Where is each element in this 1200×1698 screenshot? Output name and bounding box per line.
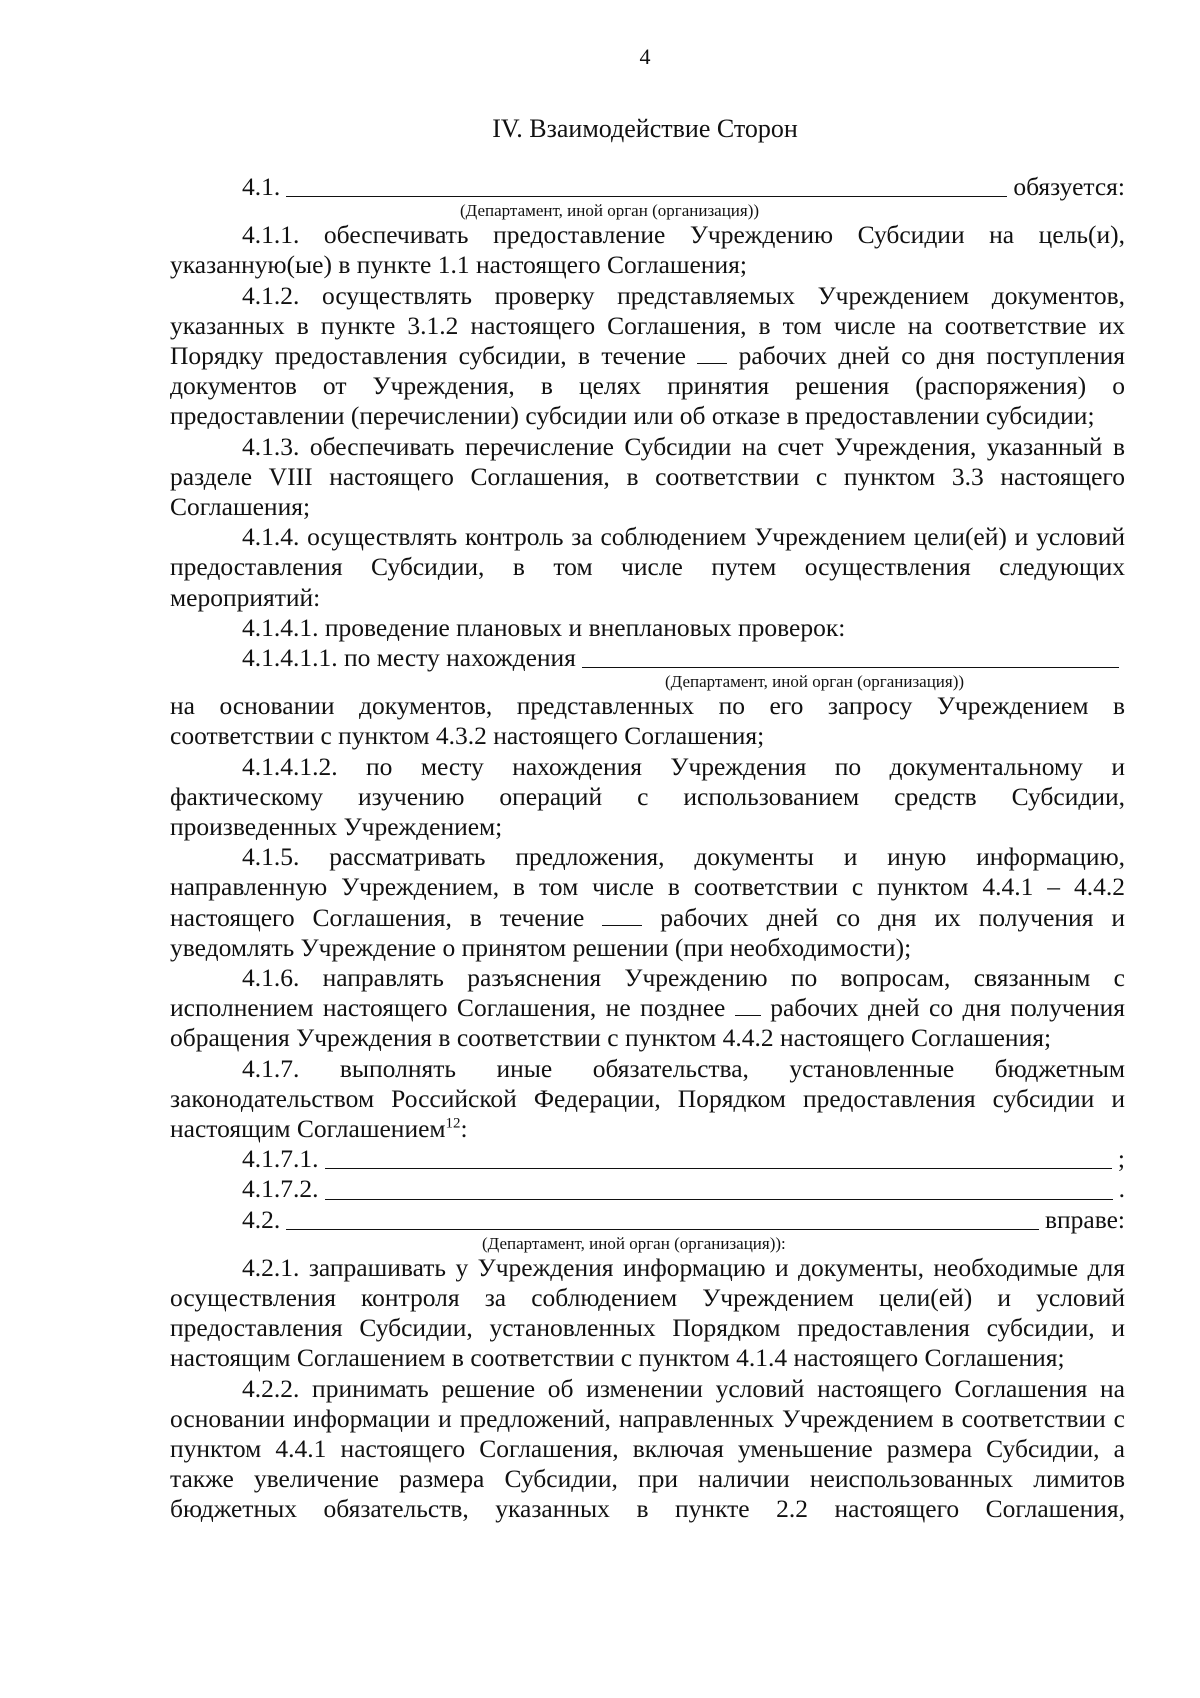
clause-4-1-4-1-2: 4.1.4.1.2. по месту нахождения Учреждения по документальному и фактическому изучению операций с использованием средств Субсидии, произведенных Учреждением;	[170, 751, 1125, 842]
clause-4-1-5	[170, 842, 1125, 963]
clause-punct: :	[460, 1114, 468, 1144]
underline-caption: (Департамент, иной орган (организация))	[460, 201, 760, 221]
clause-4-1	[170, 172, 1125, 202]
clause-4-1-4-1-1	[170, 643, 1125, 673]
fill-line	[325, 1168, 1112, 1169]
clause-text: 4.1.2. осуществлять проверку представляемых Учреждением документов, указанных в пункте 3.1.2 настоящего Соглашения, в том числе на соответствие их Порядку предоставления субсидии, в течение	[170, 280, 1125, 370]
clause-number: 4.1.	[242, 171, 281, 201]
clause-number: 4.2.	[242, 1204, 281, 1234]
clause-text: 4.1.6. направлять разъяснения Учреждению по вопросам, связанным с исполнением настоящего Соглашения, не позднее	[170, 963, 1125, 1023]
clause-text: рабочих дней со дня получения обращения Учреждения в соответствии с пунктом 4.4.2 настоящего Соглашения;	[170, 993, 1126, 1053]
clause-number: 4.1.7.1.	[242, 1144, 319, 1174]
fill-line	[286, 196, 1007, 197]
clause-text: рабочих дней со дня их получения и уведомлять Учреждение о принятом решении (при необходимости);	[170, 902, 1126, 962]
clause-4-2-1: 4.2.1. запрашивать у Учреждения информацию и документы, необходимые для осуществления контроля за соблюдением Учреждением цели(ей) и условий предоставления Субсидии, установленных Порядком предоставления субсидии, и настоящим Соглашением в соответствии с пунктом 4.1.4 настоящего Соглашения;	[170, 1252, 1125, 1373]
document-body	[170, 172, 1125, 1525]
clause-text: 4.1.7. выполнять иные обязательства, установленные бюджетным законодательством Российской Федерации, Порядком предоставления субсидии и настоящим Соглашением	[170, 1053, 1125, 1144]
clause-4-1-7	[170, 1054, 1125, 1145]
clause-punct: .	[1118, 1174, 1125, 1204]
blank-days	[602, 907, 642, 926]
clause-4-2-2: 4.2.2. принимать решение об изменении условий настоящего Соглашения на основании информации и предложений, направленных Учреждением в соответствии с пунктом 4.4.1 настоящего Соглашения, включая уменьшение размера Субсидии, а также увеличение размера Субсидии, при наличии неиспользованных лимитов бюджетных обязательств, указанных в пункте 2.2 настоящего Соглашения,	[170, 1373, 1125, 1524]
clause-text: 4.1.5. рассматривать предложения, документы и иную информацию, направленную Учреждением, в том числе в соответствии с пунктом 4.4.1 – 4.4.2 настоящего Соглашения, в течение	[170, 842, 1125, 932]
fill-line	[582, 667, 1119, 668]
blank-days	[697, 345, 727, 364]
clause-4-1-3: 4.1.3. обеспечивать перечисление Субсидии на счет Учреждения, указанный в разделе VIII настоящего Соглашения, в соответствии с пунктом 3.3 настоящего Соглашения;	[170, 431, 1125, 522]
clause-text: рабочих дней со дня поступления документов от Учреждения, в целях принятия решения (распоряжения) о предоставлении (перечислении) субсидии или об отказе в предоставлении субсидии;	[170, 341, 1126, 431]
underline-caption: (Департамент, иной орган (организация))	[665, 672, 965, 692]
clause-text: на основании документов, представленных по его запросу Учреждением в соответствии с пунктом 4.3.2 настоящего Соглашения;	[170, 691, 1125, 751]
clause-4-1-6	[170, 963, 1125, 1054]
clause-4-1-4: 4.1.4. осуществлять контроль за соблюдением Учреждением цели(ей) и условий предоставления Субсидии, в том числе путем осуществления следующих мероприятий:	[170, 522, 1125, 612]
clause-punct: ;	[1117, 1144, 1125, 1174]
clause-tail: вправе:	[1044, 1204, 1125, 1234]
section-title: IV. Взаимодействие Сторон	[492, 114, 798, 143]
clause-lead: 4.1.4.1.1. по месту нахождения	[242, 643, 576, 673]
page-number: 4	[639, 44, 651, 69]
clause-4-2	[170, 1205, 1125, 1235]
clause-4-1-7-2	[170, 1174, 1125, 1204]
fill-line	[286, 1229, 1039, 1230]
underline-caption: (Департамент, иной орган (организация)):	[482, 1233, 786, 1253]
blank-days	[735, 997, 761, 1016]
footnote-marker: 12	[445, 1115, 461, 1132]
clause-4-1-4-1: 4.1.4.1. проведение плановых и внеплановых проверок:	[242, 612, 846, 642]
clause-number: 4.1.7.2.	[242, 1174, 319, 1204]
clause-tail: обязуется:	[1013, 171, 1125, 201]
clause-4-1-1: 4.1.1. обеспечивать предоставление Учреждению Субсидии на цель(и), указанную(ые) в пункте 1.1 настоящего Соглашения;	[170, 220, 1125, 280]
clause-4-1-7-1	[170, 1144, 1125, 1174]
clause-4-1-2	[170, 281, 1125, 432]
fill-line	[325, 1199, 1113, 1200]
